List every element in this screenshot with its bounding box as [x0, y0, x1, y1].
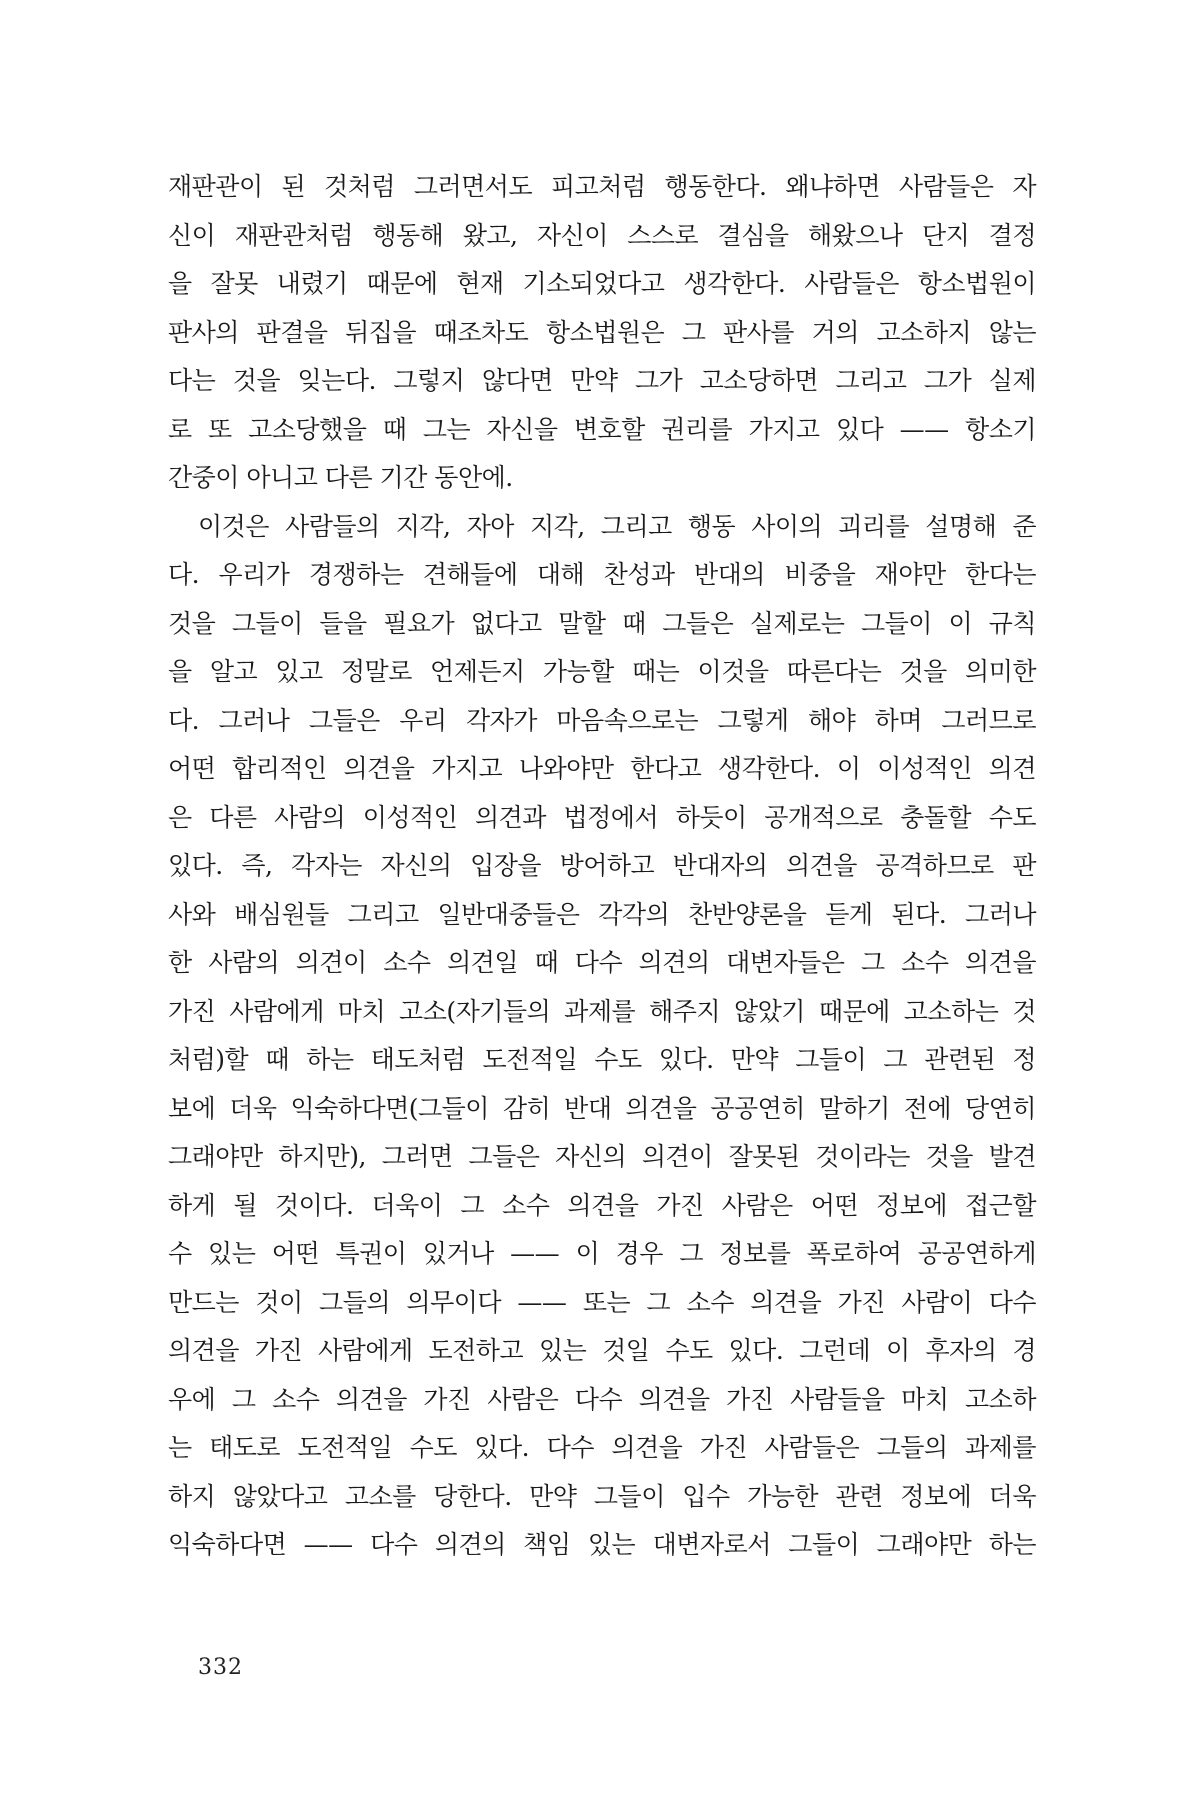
text-line: 가진 사람에게 마치 고소(자기들의 과제를 해주지 않았기 때문에 고소하는 것 — [168, 996, 1036, 1026]
text-line: 다. 그러나 그들은 우리 각자가 마음속으로는 그렇게 해야 하며 그러므로 — [168, 705, 1036, 735]
text-line: 는 태도로 도전적일 수도 있다. 다수 의견을 가진 사람들은 그들의 과제를 — [168, 1433, 1036, 1462]
text-line: 그래야만 하지만), 그러면 그들은 자신의 의견이 잘못된 것이라는 것을 발견 — [168, 1142, 1036, 1171]
text-line: 보에 더욱 익숙하다면(그들이 감히 반대 의견을 공공연히 말하기 전에 당연히 — [168, 1093, 1036, 1123]
text-line: 어떤 합리적인 의견을 가지고 나와야만 한다고 생각한다. 이 이성적인 의견 — [168, 754, 1036, 783]
text-line-paragraph-start: 이것은 사람들의 지각, 자아 지각, 그리고 행동 사이의 괴리를 설명해 준 — [198, 511, 1036, 541]
body-text — [168, 163, 1036, 1570]
text-line: 익숙하다면 —— 다수 의견의 책임 있는 대변자로서 그들이 그래야만 하는 — [168, 1530, 1036, 1559]
text-line: 신이 재판관처럼 행동해 왔고, 자신이 스스로 결심을 해왔으나 단지 결정 — [168, 220, 1036, 250]
text-line: 사와 배심원들 그리고 일반대중들은 각각의 찬반양론을 듣게 된다. 그러나 — [168, 899, 1036, 929]
page-number: 332 — [198, 1655, 243, 1680]
text-line: 을 잘못 내렸기 때문에 현재 기소되었다고 생각한다. 사람들은 항소법원이 — [168, 269, 1036, 298]
text-line: 판사의 판결을 뒤집을 때조차도 항소법원은 그 판사를 거의 고소하지 않는 — [168, 317, 1036, 347]
text-line: 간중이 아니고 다른 기간 동안에. — [168, 463, 513, 492]
text-line: 다. 우리가 경쟁하는 견해들에 대해 찬성과 반대의 비중을 재야만 한다는 — [168, 560, 1036, 589]
text-line: 처럼)할 때 하는 태도처럼 도전적일 수도 있다. 만약 그들이 그 관련된 정 — [168, 1045, 1036, 1074]
text-line: 만드는 것이 그들의 의무이다 —— 또는 그 소수 의견을 가진 사람이 다수 — [168, 1287, 1036, 1317]
text-line: 있다. 즉, 각자는 자신의 입장을 방어하고 반대자의 의견을 공격하므로 판 — [168, 851, 1036, 880]
text-line: 은 다른 사람의 이성적인 의견과 법정에서 하듯이 공개적으로 충돌할 수도 — [168, 802, 1036, 832]
text-line: 재판관이 된 것처럼 그러면서도 피고처럼 행동한다. 왜냐하면 사람들은 자 — [168, 172, 1036, 201]
text-line: 수 있는 어떤 특권이 있거나 —— 이 경우 그 정보를 폭로하여 공공연하게 — [168, 1239, 1036, 1268]
text-line: 다는 것을 잊는다. 그렇지 않다면 만약 그가 고소당하면 그리고 그가 실제 — [168, 366, 1036, 395]
text-line: 한 사람의 의견이 소수 의견일 때 다수 의견의 대변자들은 그 소수 의견을 — [168, 948, 1036, 977]
text-line: 하지 않았다고 고소를 당한다. 만약 그들이 입수 가능한 관련 정보에 더욱 — [168, 1481, 1036, 1511]
text-line: 로 또 고소당했을 때 그는 자신을 변호할 권리를 가지고 있다 —— 항소기 — [168, 414, 1036, 444]
text-line: 우에 그 소수 의견을 가진 사람은 다수 의견을 가진 사람들을 마치 고소하 — [168, 1384, 1036, 1414]
text-line: 것을 그들이 들을 필요가 없다고 말할 때 그들은 실제로는 그들이 이 규칙 — [168, 608, 1036, 638]
text-line: 하게 될 것이다. 더욱이 그 소수 의견을 가진 사람은 어떤 정보에 접근할 — [168, 1190, 1036, 1220]
text-line: 의견을 가진 사람에게 도전하고 있는 것일 수도 있다. 그런데 이 후자의 경 — [168, 1336, 1036, 1365]
text-line: 을 알고 있고 정말로 언제든지 가능할 때는 이것을 따른다는 것을 의미한 — [168, 657, 1036, 686]
